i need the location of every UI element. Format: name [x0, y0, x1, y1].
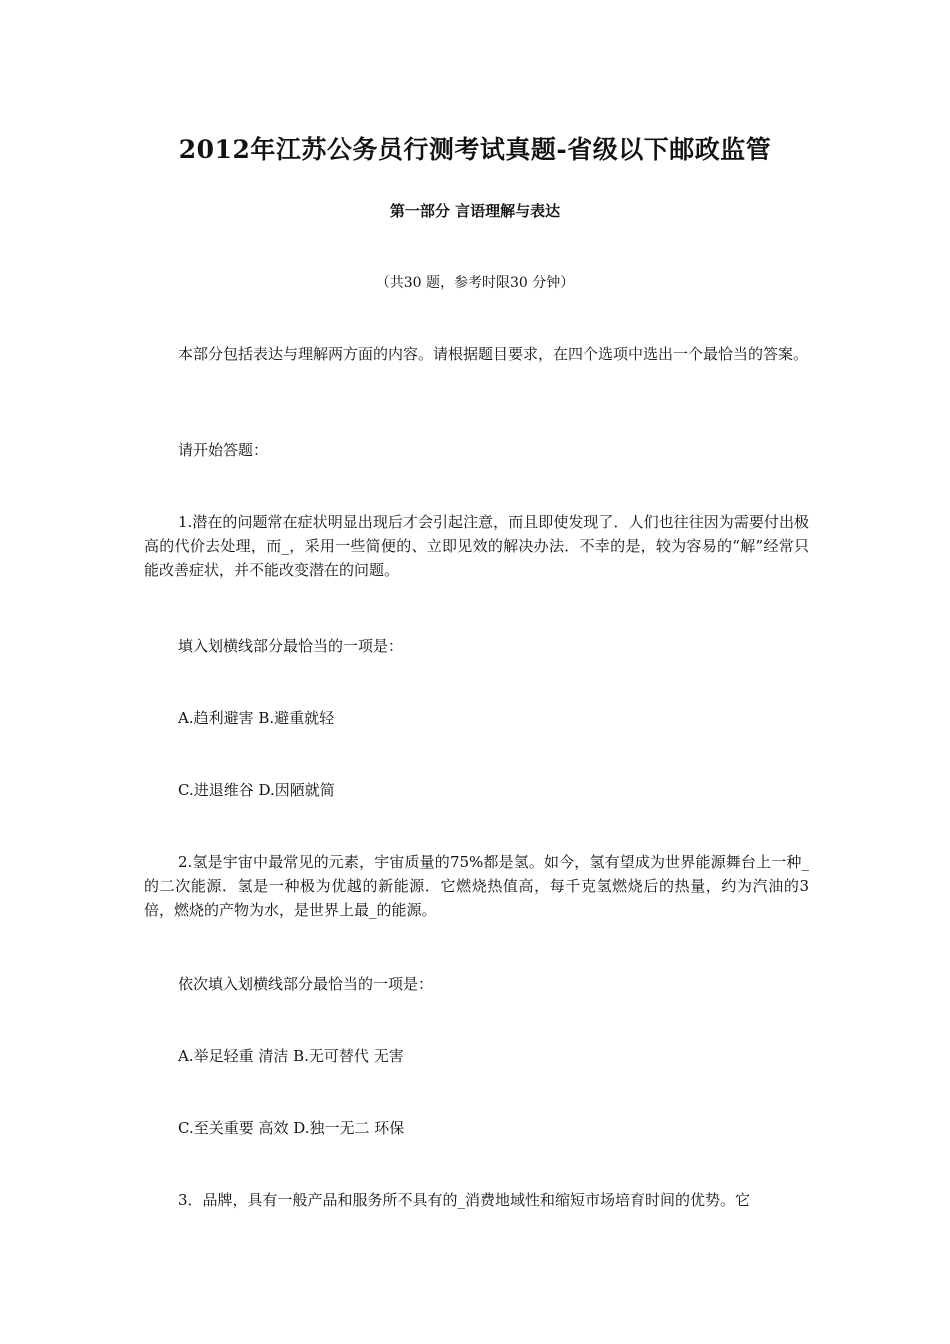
question-1-options-ab: A.趋利避害 B.避重就轻	[178, 709, 335, 727]
question-2-options-cd: C.至关重要 高效 D.独一无二 环保	[178, 1119, 405, 1137]
document-title: 2012年江苏公务员行测考试真题-省级以下邮政监管	[178, 135, 772, 164]
question-2-options-ab: A.举足轻重 清洁 B.无可替代 无害	[178, 1047, 404, 1065]
question-1-prompt: 填入划横线部分最恰当的一项是：	[178, 637, 404, 655]
question-3-stem: 3．品牌，具有一般产品和服务所不具有的_消费地域性和缩短市场培育时间的优势。它	[178, 1191, 751, 1209]
start-prompt: 请开始答题：	[178, 441, 269, 459]
question-2-stem: 2.氢是宇宙中最常见的元素，宇宙质量的75%都是氢。如今，氢有望成为世界能源舞台上一种_的二次能源．氢是一种极为优越的新能源．它燃烧热值高，每千克氢燃烧后的热量，约为汽油的3 倍，燃烧的产物为水，是世界上最_的能源。	[144, 853, 809, 919]
section-title: 第一部分 言语理解与表达	[389, 202, 561, 220]
question-1-stem: 1.潜在的问题常在症状明显出现后才会引起注意，而且即使发现了．人们也往往因为需要付出极高的代价去处理，而_，采用一些简便的、立即见效的解决办法．不幸的是，较为容易的“解”经常只能改善症状，并不能改变潜在的问题。	[144, 513, 809, 579]
question-2-prompt: 依次填入划横线部分最恰当的一项是：	[178, 975, 434, 993]
section-note: （共30 题，参考时限30 分钟）	[375, 275, 575, 291]
question-1-options-cd: C.进退维谷 D.因陋就简	[178, 781, 335, 799]
instructions-paragraph: 本部分包括表达与理解两方面的内容。请根据题目要求，在四个选项中选出一个最恰当的答案。	[178, 345, 809, 363]
